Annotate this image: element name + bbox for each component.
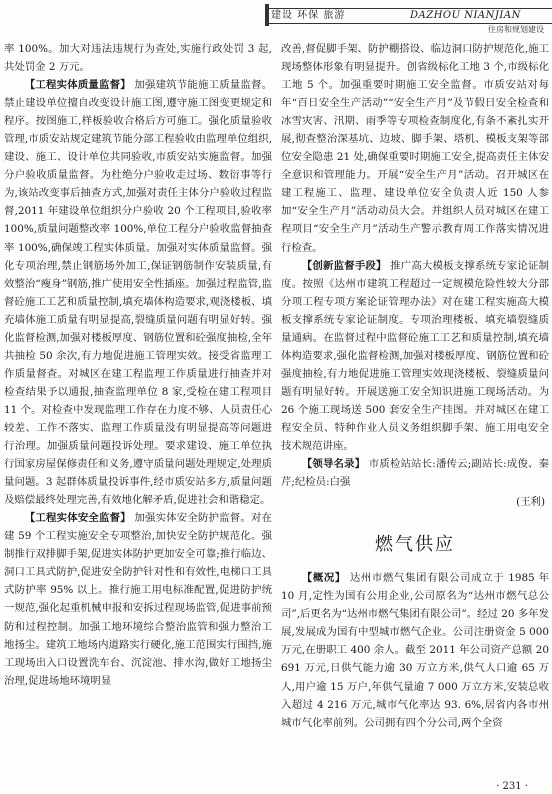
paragraph-text: 市质检站站长:潘传云;副站长:成俊、秦芹;纪检员:白强 [281,458,549,489]
page-number: · 231 · [496,781,528,792]
section-title: 燃气供应 [375,534,455,556]
paragraph-text: 加强实体安全防护监督。对在建 59 个工程实施安全专项整治,加快安全防护规范化。强制推行双排脚手架,促进实体防护更加安全可靠;推行临边、洞口工具式防护,促进安全防护针对性和有效性,电梯口工具式防护率 95% 以上。推行施工用电标准配置,促进防护统一规范,强化起重机械申报和安拆过程现场监管,促进事前预防和过程控制。加强工地环境综合整治监管和强力整治工地扬尘。建筑工地场内道路实行硬化,施工范围实行围挡,施工现场出入口设置洗车台、沉淀池、排水沟,做好工地扬尘治理,促进场地环境明显 [4,512,272,687]
header-subsection: 住房和规划建设 [488,25,544,34]
header-bar [265,8,552,24]
header-section: 建设 环保 旅游 [271,10,346,21]
paragraph-text: 达州市燃气集团有限公司成立于 1985 年 10 月,定性为国有公用企业,公司原名为“达州市燃气总公司”,后更名为“达州市燃气集团有限公司”。经过 20 多年发展,发展成为国有中型城市燃气企业。公司注册资金 5 000 万元,在册职工 400 余人。截至 2011 年公司资产总额 20 691 万元,日供气能力逾 30 万立方米,供气人口逾 65 万人,用户逾 15 万户,年供气量逾 7 000 万立方米,安装总收入超过 4 216 万元,城市气化率达 93. 6%,居省内各市州城市气化率前列。公司拥有四个分公司,两个全资 [281,572,549,729]
paragraph-text: 推广高大模板支撑系统专家论证制度。按照《达州市建筑工程超过一定规模危险性较大分部分项工程专项方案论证管理办法》对在建工程实施高大模板支撑系统专家论证制度。专项治理楼板、填充墙裂缝质量通病。在监督过程中监督砼施工工艺和质量控制,填充墙体构造要求,强化监督检测,加强对楼板厚度、钢筋位置和砼强度抽检,有力地促进施工管理实效现浇楼板、裂缝质量问题有明显好转。开展送施工安全知识进施工现场活动。为 26 个施工现场送 500 套安全生产挂图。并对城区在建工程安全员、特种作业人员义务组织脚手架、施工用电安全技术规范讲座。 [281,259,550,453]
paragraph: 改善,督促脚手架、防护棚搭设、临边洞口防护规范化,施工现场整体形象有明显提升。创省级标化工地 3 个,市级标化工地 5 个。加强重要时期施工安全监督。市质安站对每年“百日安全生产活动”“安全生产月”及节假日安全检查和冰雪灾害、汛期、雨季等专项检查制度化,有条不紊扎实开展,彻查整治深基坑、边坡、脚手架、塔机、模板支架等部位安全隐患 21 处,确保重要时期施工安全,提高责任主体安全意识和管理能力。开展“安全生产月”活动。召开城区在建工程施工、监理、建设单位安全负责人近 150 人参加“安全生产月”活动动员大会。并组织人员对城区在建工程项目“安全生产月”活动生产警示教育周工作落实情况进行检查。 [281,43,549,254]
entry-heading: 【概况】 [301,572,346,585]
paragraph: 率 100%。加大对违法违规行为查处,实施行政处罚 3 起,共处罚金 2 万元。 [4,43,272,74]
author-signature: (王利) [516,496,545,509]
paragraph [281,569,549,731]
paragraph [4,509,272,689]
header-yearbook-title: DAZHOU NIANJIAN [410,10,521,21]
entry-heading: 【工程实体质量监督】 [24,79,131,92]
entry-heading: 【创新监督手段】 [301,259,387,272]
paragraph [281,257,549,456]
running-header [0,0,552,36]
right-column [281,40,549,732]
entry-heading: 【工程实体安全监督】 [24,512,131,525]
entry-heading: 【领导名录】 [301,458,366,471]
paragraph [281,455,549,491]
paragraph-text: 加强建筑节能施工质量监督。禁止建设单位擅自改变设计施工图,遵守施工图变更规定和程序。按图施工,样板验收合格后方可施工。强化质量验收管理,市质安站规定建筑节能分部工程验收由监理单位组织,建设、施工、设计单位共同验收,市质安站实施监督。加强分户验收质量监督。为杜绝分户验收走过场、数衍事等行为,该站改变事后抽查方式,加强对责任主体分户验收过程监督,2011 年建设单位组织分户验收 20 个工程项目,验收率 100%,质量问题整改率 100%,单位工程分户验收监督抽查率 100%,确保竣工程实体质量。加强对实体质量监督。强化专项治理,禁止钢筋场外加工,保证钢筋制作安装质量,有效整治“瘦身”钢筋,推广使用安全性插座。加强过程监管,监督砼施工工艺和质量控制,填充墙体构造要求,观浇楼板、填充墙体施工质量有明显提高,裂缝质量问题有明显好转。强化监督检测,加强对楼板厚度、钢筋位置和砼强度抽检,全年共抽检 50 余次,有力地促进施工管理实效。接受省监理工作质量督查。对城区在建工程监理工作质量进行抽查并对检查结果予以通报,抽查监理单位 8 家,受检在建工程项目 11 个。对检查中发现监理工作存在力度不够、人员责任心较差、工作不落实、监理工作质量没有明显提高等问题进行治理。加强质量问题投诉处理。要求建设、施工单位执行国家房屋保修责任和义务,遵守质量问题处理规定,处理质量问题。3 起群体质量投诉事件,经市质安站多方,质量问题及赔偿最终处理完善,有效地化解矛盾,促进社会和谐稳定。 [4,79,272,507]
left-column [4,40,272,690]
paragraph [4,76,272,509]
